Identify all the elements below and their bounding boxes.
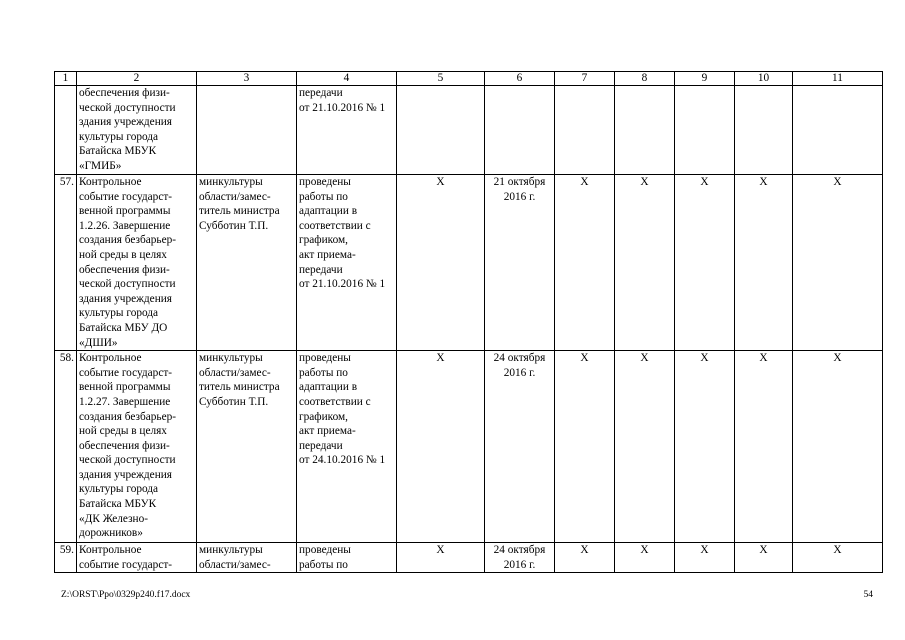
mark-cell: X (555, 351, 615, 543)
column-number: 1 (55, 72, 77, 86)
column-number: 6 (485, 72, 555, 86)
file-path-footer: Z:\ORST\Ppo\0329p240.f17.docx (61, 590, 191, 600)
mark-cell: X (397, 175, 485, 351)
event-cell: Контрольное событие государст- венной программы 1.2.27. Завершение создания безбарьер- ной среды в целях обеспечения физи- ческой доступности здания учреждения культуры города Батайска МБУК «ДК Железно- дорожников» (77, 351, 197, 543)
responsible-cell: минкультуры области/замес- титель министра Субботин Т.П. (197, 351, 297, 543)
column-number: 7 (555, 72, 615, 86)
mark-cell: X (555, 175, 615, 351)
mark-cell: X (615, 175, 675, 351)
date-cell: 24 октября 2016 г. (485, 351, 555, 543)
mark-cell: X (615, 543, 675, 573)
column-number: 3 (197, 72, 297, 86)
mark-cell: X (675, 543, 735, 573)
result-cell: проведены работы по (297, 543, 397, 573)
column-number: 10 (735, 72, 793, 86)
date-cell (485, 86, 555, 175)
report-table (54, 71, 883, 573)
row-number: 59. (55, 543, 77, 573)
mark-cell: X (735, 543, 793, 573)
mark-cell (793, 86, 883, 175)
table-row (55, 351, 883, 543)
responsible-cell: минкультуры области/замес- титель министра Субботин Т.П. (197, 175, 297, 351)
result-cell: проведены работы по адаптации в соответствии с графиком, акт приема- передачи от 21.10.2016 № 1 (297, 175, 397, 351)
date-cell: 24 октября 2016 г. (485, 543, 555, 573)
mark-cell: X (397, 543, 485, 573)
row-number: 57. (55, 175, 77, 351)
mark-cell (555, 86, 615, 175)
mark-cell: X (675, 175, 735, 351)
mark-cell (615, 86, 675, 175)
column-number: 11 (793, 72, 883, 86)
date-cell: 21 октября 2016 г. (485, 175, 555, 351)
column-number: 4 (297, 72, 397, 86)
mark-cell: X (615, 351, 675, 543)
table-row (55, 175, 883, 351)
table-row (55, 86, 883, 175)
column-number: 9 (675, 72, 735, 86)
event-cell: Контрольное событие государст- венной программы 1.2.26. Завершение создания безбарьер- ной среды в целях обеспечения физи- ческой доступности здания учреждения культуры города Батайска МБУ ДО «ДШИ» (77, 175, 197, 351)
responsible-cell: минкультуры области/замес- (197, 543, 297, 573)
column-number-row (55, 72, 883, 86)
result-cell: проведены работы по адаптации в соответствии с графиком, акт приема- передачи от 24.10.2016 № 1 (297, 351, 397, 543)
mark-cell (675, 86, 735, 175)
event-cell: обеспечения физи- ческой доступности здания учреждения культуры города Батайска МБУК «ГМИБ» (77, 86, 197, 175)
event-cell: Контрольное событие государст- (77, 543, 197, 573)
column-number: 2 (77, 72, 197, 86)
mark-cell (397, 86, 485, 175)
mark-cell: X (675, 351, 735, 543)
mark-cell: X (735, 351, 793, 543)
result-cell: передачи от 21.10.2016 № 1 (297, 86, 397, 175)
row-number (55, 86, 77, 175)
table-row (55, 543, 883, 573)
mark-cell: X (793, 543, 883, 573)
mark-cell: X (793, 351, 883, 543)
row-number: 58. (55, 351, 77, 543)
page-number: 54 (863, 590, 873, 600)
mark-cell: X (555, 543, 615, 573)
column-number: 5 (397, 72, 485, 86)
mark-cell: X (735, 175, 793, 351)
mark-cell: X (793, 175, 883, 351)
column-number: 8 (615, 72, 675, 86)
responsible-cell (197, 86, 297, 175)
mark-cell (735, 86, 793, 175)
mark-cell: X (397, 351, 485, 543)
